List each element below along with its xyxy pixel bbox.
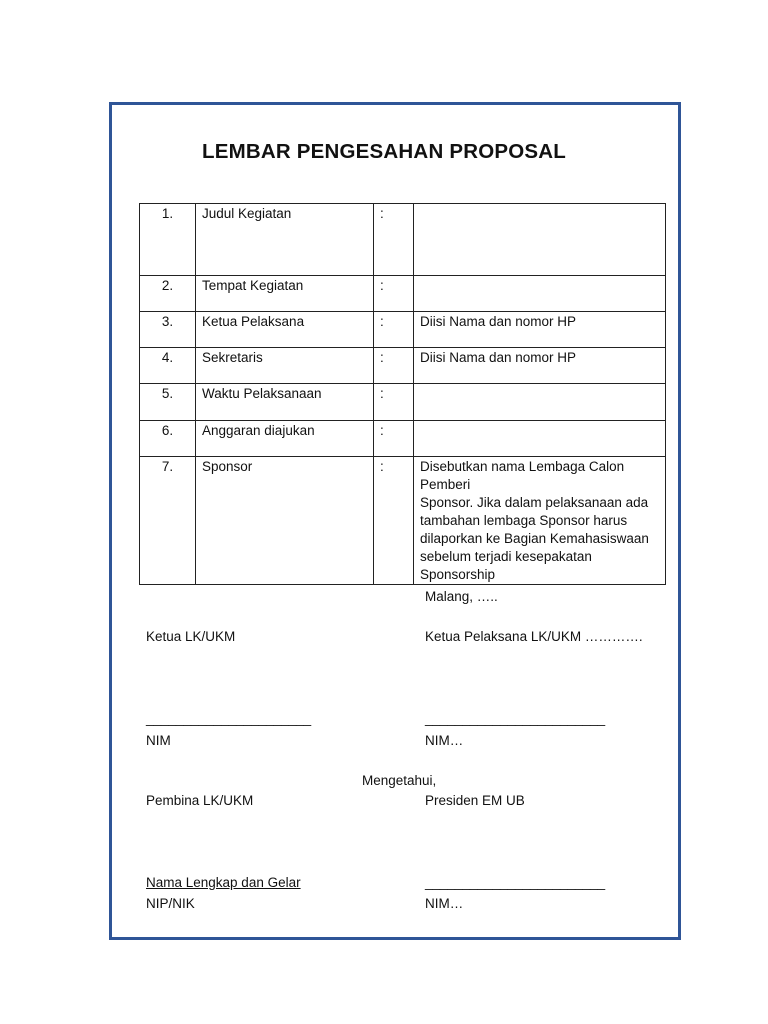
sponsor-note-line: Sponsor. Jika dalam pelaksanaan ada (420, 495, 649, 510)
row-colon: : (374, 348, 414, 384)
row-colon: : (374, 312, 414, 348)
row-value (414, 384, 666, 421)
left-signatory-id: NIM (146, 733, 171, 748)
row-value (414, 457, 666, 585)
row-label: Judul Kegiatan (196, 204, 374, 276)
left-signatory-role-2: Pembina LK/UKM (146, 793, 254, 808)
row-label: Ketua Pelaksana (196, 312, 374, 348)
right-signatory-role: Ketua Pelaksana LK/UKM …………. (425, 629, 643, 644)
row-colon: : (374, 457, 414, 585)
row-label: Tempat Kegiatan (196, 276, 374, 312)
table-row (140, 204, 666, 276)
row-number: 3. (140, 312, 196, 348)
left-signatory-name-2: Nama Lengkap dan Gelar (146, 875, 301, 890)
row-value: Diisi Nama dan nomor HP (414, 348, 666, 384)
right-signature-line: ________________________ (425, 711, 606, 726)
row-label: Sekretaris (196, 348, 374, 384)
right-signatory-role-2: Presiden EM UB (425, 793, 525, 808)
left-signatory-id-2: NIP/NIK (146, 896, 195, 911)
row-value: Diisi Nama dan nomor HP (414, 312, 666, 348)
proposal-info-table (139, 203, 666, 585)
left-signature-line: ______________________ (146, 711, 312, 726)
row-value (414, 421, 666, 457)
row-colon: : (374, 384, 414, 421)
row-colon: : (374, 421, 414, 457)
row-number: 5. (140, 384, 196, 421)
row-colon: : (374, 276, 414, 312)
table-row (140, 312, 666, 348)
row-number: 1. (140, 204, 196, 276)
sponsor-note-line: Disebutkan nama Lembaga Calon Pemberi (420, 459, 625, 492)
sponsor-note-line: tambahan lembaga Sponsor harus (420, 513, 628, 528)
row-number: 6. (140, 421, 196, 457)
row-value (414, 276, 666, 312)
sponsor-note-line: dilaporkan ke Bagian Kemahasiswaan (420, 531, 649, 546)
right-signature-line-2: ________________________ (425, 875, 606, 890)
sponsor-note-line: sebelum terjadi kesepakatan Sponsorship (420, 549, 592, 582)
row-number: 2. (140, 276, 196, 312)
acknowledge-label: Mengetahui, (362, 773, 437, 788)
document-title: LEMBAR PENGESAHAN PROPOSAL (202, 140, 566, 163)
row-label: Waktu Pelaksanaan (196, 384, 374, 421)
row-label: Anggaran diajukan (196, 421, 374, 457)
table-row (140, 457, 666, 585)
row-value (414, 204, 666, 276)
left-signatory-role: Ketua LK/UKM (146, 629, 236, 644)
row-number: 4. (140, 348, 196, 384)
table-row (140, 276, 666, 312)
row-number: 7. (140, 457, 196, 585)
row-colon: : (374, 204, 414, 276)
row-label: Sponsor (196, 457, 374, 585)
right-signatory-id: NIM… (425, 733, 464, 748)
table-row (140, 421, 666, 457)
table-row (140, 384, 666, 421)
place-date: Malang, ….. (425, 589, 498, 604)
table-row (140, 348, 666, 384)
right-signatory-id-2: NIM… (425, 896, 464, 911)
